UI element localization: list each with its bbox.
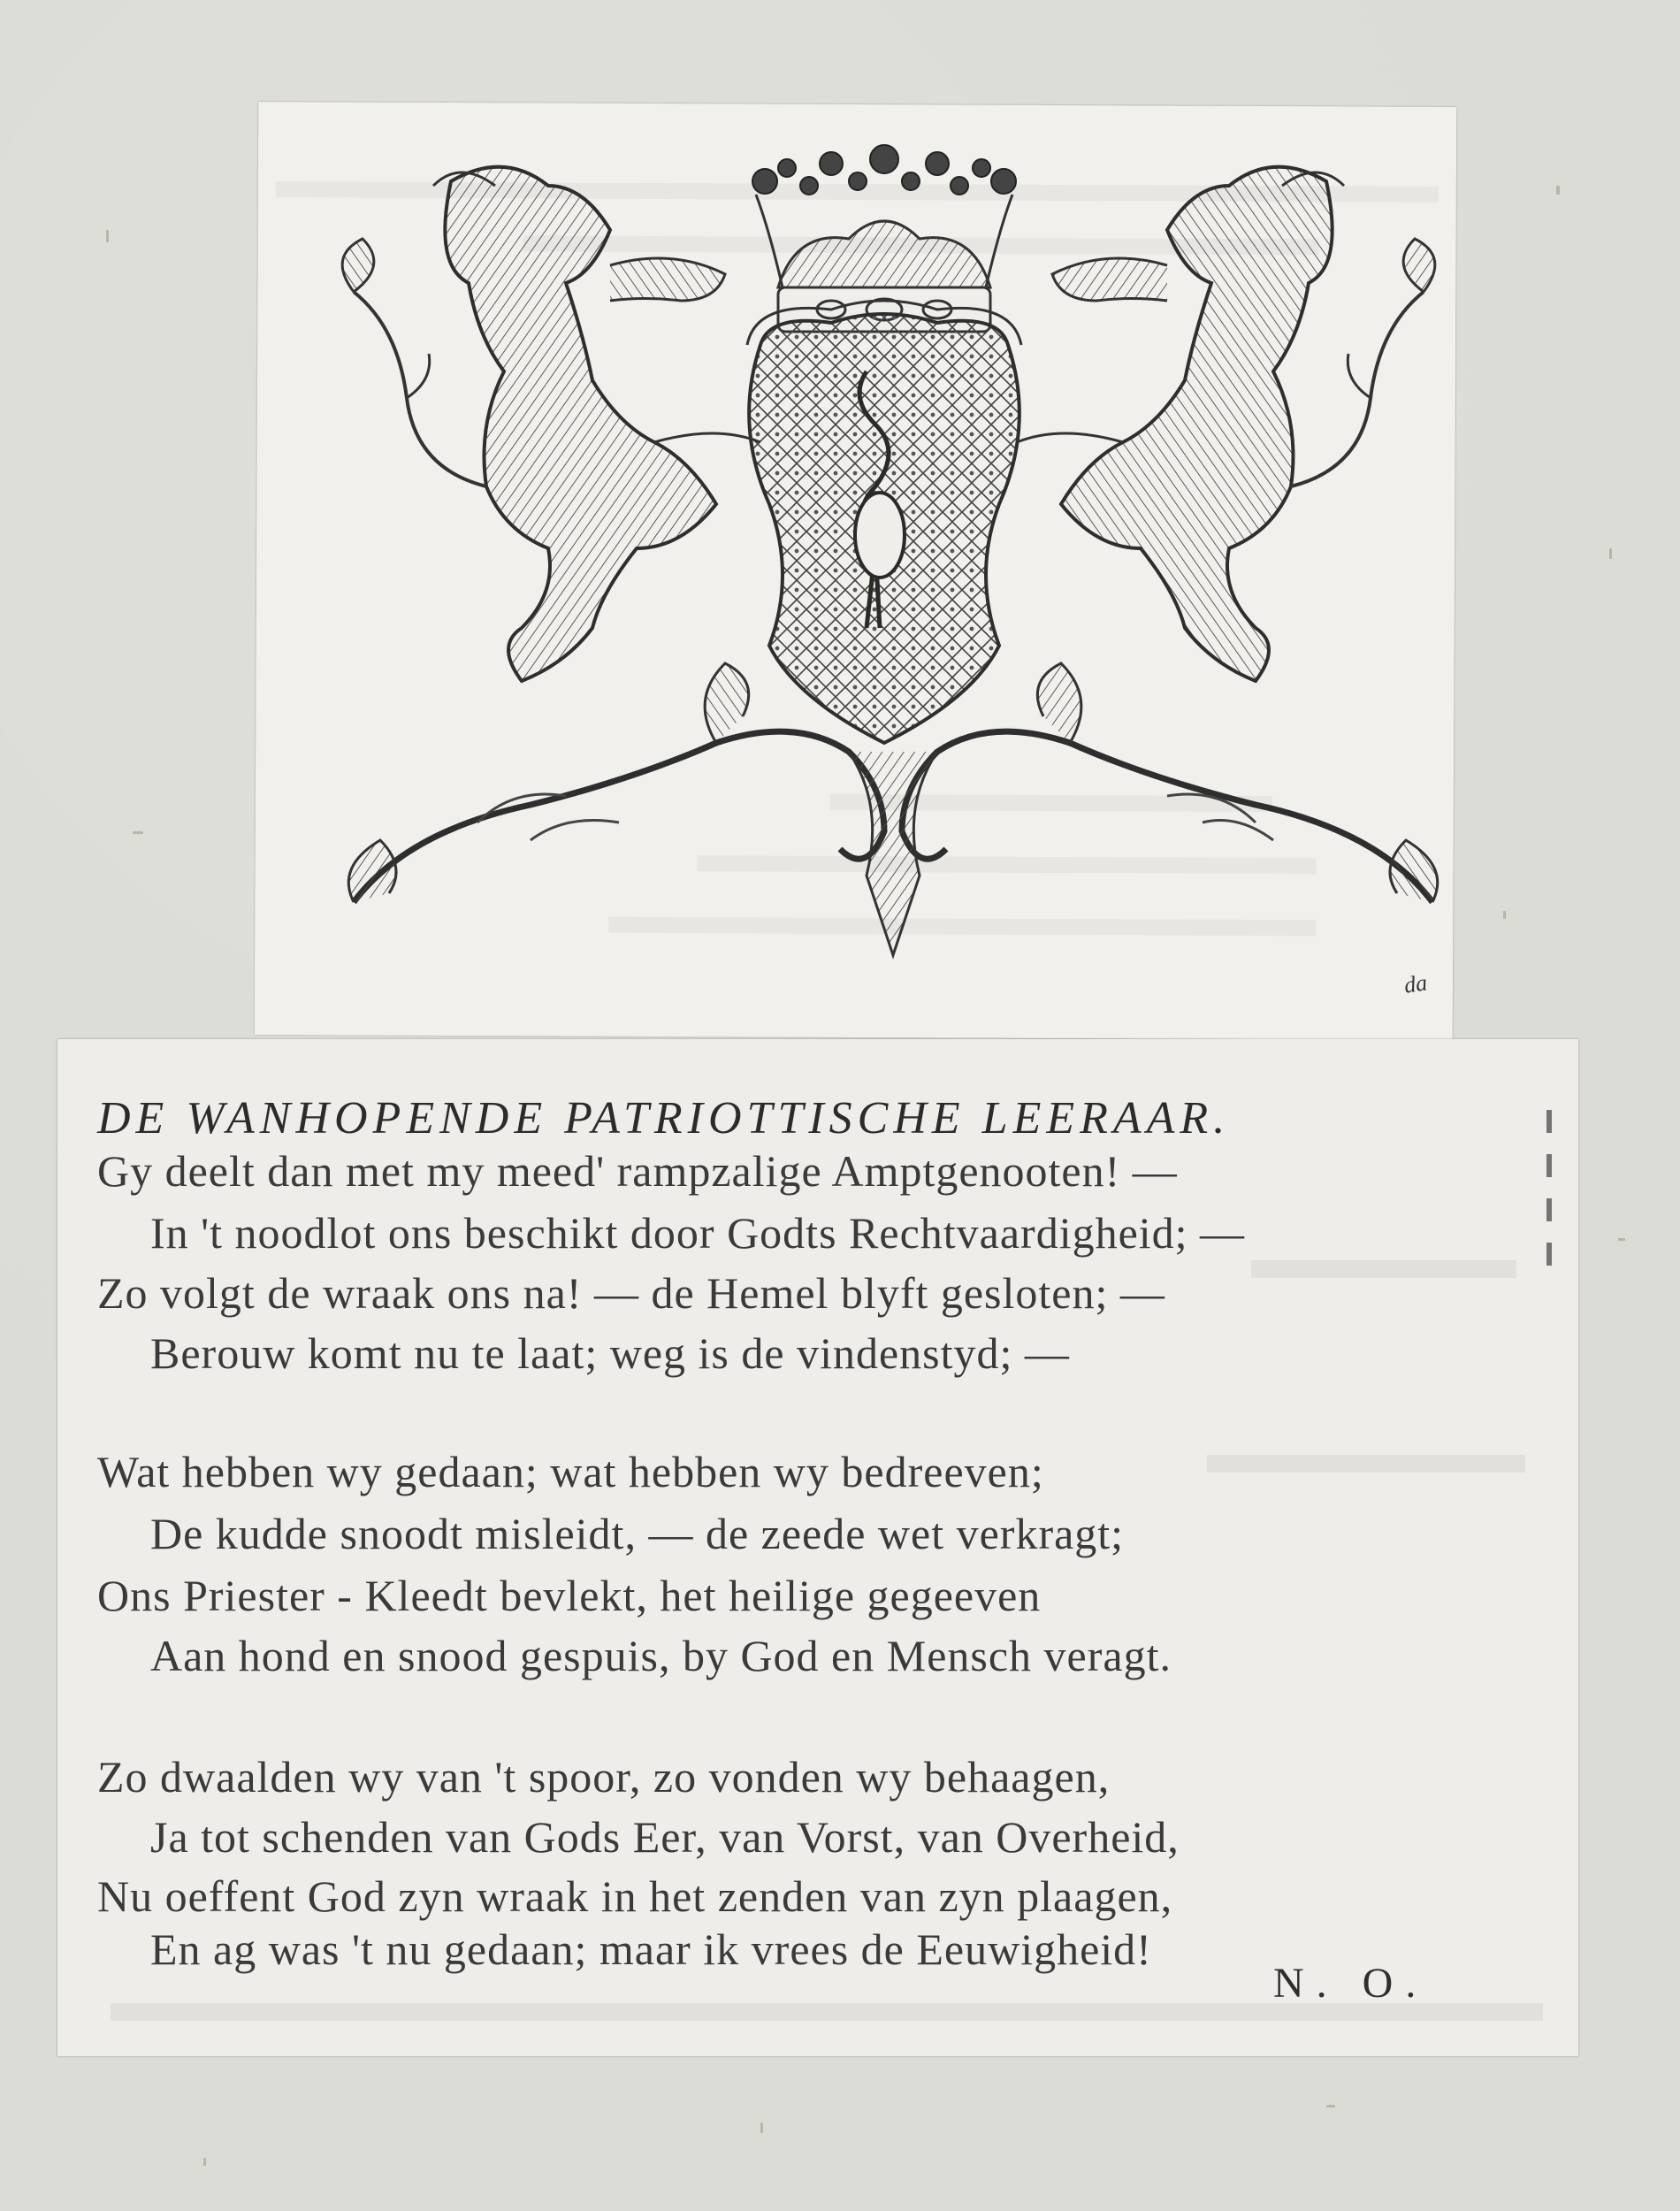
verse-line: Nu oeffent God zyn wraak in het zenden van zyn plaagen, [97, 1871, 1173, 1921]
shield-icon [747, 301, 1021, 743]
verse-line: Zo volgt de wraak ons na! — de Hemel blyft gesloten; — [97, 1268, 1165, 1318]
verse-line: In 't noodlot ons beschikt door Godts Rechtvaardigheid; — [150, 1208, 1246, 1258]
verse-line: Ons Priester - Kleedt bevlekt, het heilige gegeeven [97, 1571, 1042, 1620]
bleed-through-line [1251, 1260, 1516, 1278]
paper-speck [1503, 911, 1506, 919]
poem-signature: N. O. [1273, 1960, 1429, 2007]
verse-line: Ja tot schenden van Gods Eer, van Vorst, van Overheid, [150, 1812, 1180, 1862]
paper-speck [1556, 186, 1560, 195]
verse-line: Zo dwaalden wy van 't spoor, zo vonden wy behaagen, [97, 1752, 1111, 1802]
bleed-through-line [1207, 1455, 1525, 1473]
verse-line: Gy deelt dan met my meed' rampzalige Amptgenooten! — [97, 1146, 1178, 1196]
crown-icon [752, 145, 1016, 332]
coat-of-arms-woodcut [301, 133, 1477, 973]
poem-title: DE WANHOPENDE PATRIOTTISCHE LEERAAR. [97, 1093, 1231, 1144]
verse-line: De kudde snoodt misleidt, — de zeede wet verkragt; [150, 1509, 1125, 1558]
verse-line: Wat hebben wy gedaan; wat hebben wy bedreeven; [97, 1447, 1044, 1496]
verse-line: Berouw komt nu te laat; weg is de vindenstyd; — [150, 1328, 1070, 1378]
paper-speck [760, 2123, 763, 2133]
verse-line: En ag was 't nu gedaan; maar ik vrees de Eeuwigheid! [150, 1924, 1152, 1974]
paper-speck [106, 230, 109, 242]
poem-clipping [57, 1039, 1578, 2056]
paper-speck [1326, 2105, 1335, 2108]
left-lion-icon [342, 167, 760, 681]
paper-speck [203, 2158, 206, 2166]
paper-speck [1609, 548, 1612, 559]
verse-line: Aan hond en snood gespuis, by God en Mensch veragt. [150, 1631, 1172, 1680]
right-lion-icon [1017, 167, 1435, 681]
bleed-through-marks [1536, 1110, 1562, 1287]
paper-speck [133, 831, 143, 834]
paper-speck [1618, 1238, 1625, 1241]
edge-text-fragment: da [1402, 969, 1429, 998]
